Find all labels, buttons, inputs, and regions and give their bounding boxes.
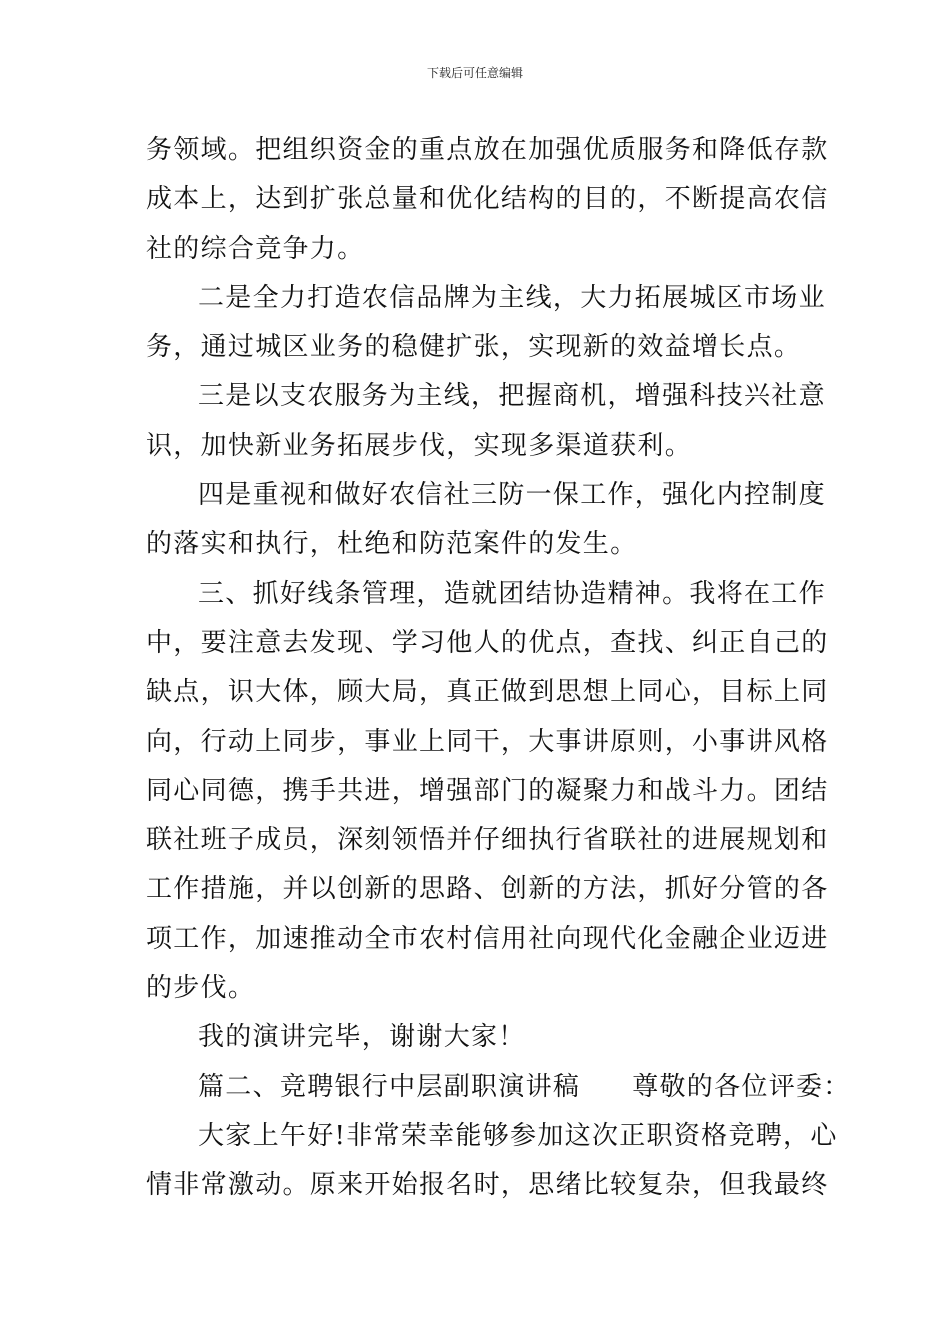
section-heading-line xyxy=(146,1063,851,1112)
text-line: 务领域。把组织资金的重点放在加强优质服务和降低存款 xyxy=(146,135,829,165)
closing-line: 我的演讲完毕，谢谢大家！ xyxy=(198,1022,526,1053)
text-line: 联社班子成员，深刻领悟并仔细执行省联社的进展规划和 xyxy=(146,825,829,856)
section-heading: 篇二、竞聘银行中层副职演讲稿 xyxy=(198,1071,581,1102)
text-line: 缺点，识大体，顾大局，真正做到思想上同心，目标上同 xyxy=(146,677,829,708)
paragraph-first-line: 三是以支农服务为主线，把握商机，增强科技兴社意 xyxy=(198,381,826,412)
text-line: 的步伐。 xyxy=(146,973,256,1004)
salutation: 尊敬的各位评委： xyxy=(632,1071,851,1102)
text-line: 的落实和执行，杜绝和防范案件的发生。 xyxy=(146,529,638,560)
text-line: 项工作，加速推动全市农村信用社向现代化金融企业迈进 xyxy=(146,923,829,954)
paragraph-first-line: 四是重视和做好农信社三防一保工作，强化内控制度 xyxy=(198,480,826,511)
paragraph-first-line: 二是全力打造农信品牌为主线，大力拓展城区市场业 xyxy=(198,282,826,313)
text-line: 识，加快新业务拓展步伐，实现多渠道获利。 xyxy=(146,430,693,461)
text-line: 工作措施，并以创新的思路、创新的方法，抓好分管的各 xyxy=(146,874,829,905)
page-header: 下载后可任意编辑 xyxy=(426,66,523,80)
text-line: 成本上，达到扩张总量和优化结构的目的，不断提高农信 xyxy=(146,184,829,215)
paragraph-first-line: 大家上午好!非常荣幸能够参加这次正职资格竞聘，心 xyxy=(198,1120,838,1151)
text-line: 社的综合竞争力。 xyxy=(146,233,365,264)
text-line: 务，通过城区业务的稳健扩张，实现新的效益增长点。 xyxy=(146,332,802,363)
paragraph-first-line: 三、抓好线条管理，造就团结协造精神。我将在工作 xyxy=(198,578,826,609)
text-line: 向，行动上同步，事业上同干，大事讲原则，小事讲风格 xyxy=(146,726,829,757)
text-line: 中，要注意去发现、学习他人的优点，查找、纠正自己的 xyxy=(146,627,829,658)
text-line: 同心同德，携手共进，增强部门的凝聚力和战斗力。团结 xyxy=(146,775,829,806)
text-line: 情非常激动。原来开始报名时，思绪比较复杂，但我最终 xyxy=(146,1170,829,1201)
document-body xyxy=(146,126,851,1211)
